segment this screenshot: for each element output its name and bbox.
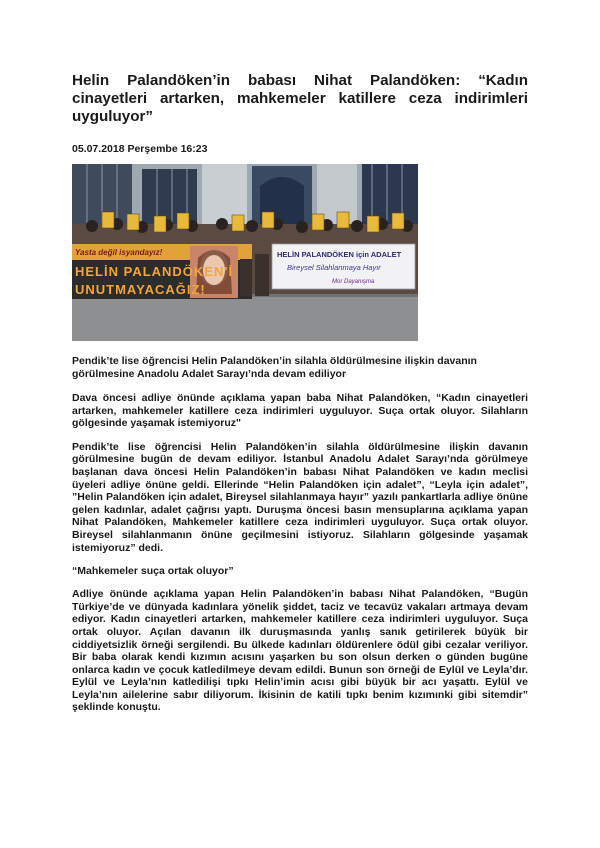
- right-banner-line1: HELİN PALANDÖKEN için ADALET: [277, 250, 402, 259]
- article-body-paragraph-2: Adliye önünde açıklama yapan Helin Palandöken’in babası Nihat Palandöken, “Bugün Türkiye’de ve dünyada kadınlara yönelik şiddet, taciz ve tecavüz vakaları artmaya devam ediyor. Kadın cinayetleri artarken, mahkemeler katillere ceza indirimleri uyguluyor. Suça ortak oluyor. Açılan davanın ilk duruşmasında yanlış sanık getirilerek büyük bir ciddiyetsizlik örneği sergilendi. Bu ülkede kadınları öldürenlere ödül gibi cezalar veriliyor. Bir baba olarak kendi kızımın acısını yaşarken bu son olsun derken o günden bugüne onlarca kadın ve çocuk katledilmeye devam edildi. Bunun son örneği de Eylül ve Leyla’dır. Eylül ve Leyla’nın katledilişi tıpkı Helin’imin acısı gibi büyük bir acı yaşattı. Eylül ve Leyla’nın ailelerine sabır diliyorum. İkisinin de katili tıpkı benim kızımınki gibi sitemdir” şeklinde konuştu.: [72, 588, 528, 714]
- left-banner: [72, 244, 252, 299]
- right-banner: [272, 244, 415, 289]
- left-banner-line1: Yasta değil isyandayız!: [75, 248, 163, 257]
- protest-photo: [72, 164, 418, 341]
- left-banner-line3: UNUTMAYACAĞIZ!: [75, 282, 206, 297]
- article-lead: Dava öncesi adliye önünde açıklama yapan baba Nihat Palandöken, “Kadın cinayetleri artarken, mahkemeler katillere ceza indirimleri uyguluyor. Suça ortak oluyor. Silahların gölgesinde yaşamak istemiyoruz": [72, 392, 528, 430]
- article: [72, 72, 528, 714]
- right-banner-line2: Bireysel Silahlanmaya Hayır: [287, 263, 381, 272]
- article-title: Helin Palandöken’in babası Nihat Palandöken: “Kadın cinayetleri artarken, mahkemeler katillere ceza indirimleri uyguluyor”: [72, 72, 528, 125]
- left-banner-line2: HELİN PALANDÖKEN'İ: [75, 264, 234, 279]
- photo-caption: Pendik’te lise öğrencisi Helin Palandöken’in silahla öldürülmesine ilişkin davanın görülmesine Anadolu Adalet Sarayı’nda devam ediliyor: [72, 355, 477, 380]
- article-dateline: 05.07.2018 Perşembe 16:23: [72, 143, 208, 155]
- article-subheading: “Mahkemeler suça ortak oluyor”: [72, 565, 234, 578]
- protest-photo-illustration: [72, 164, 418, 341]
- right-banner-line3: Mor Dayanışma: [332, 279, 375, 285]
- article-body-paragraph-1: Pendik’te lise öğrencisi Helin Palandöken’in silahla öldürülmesine ilişkin davanın görülmesine bugün de devam ediliyor. İstanbul Anadolu Adalet Sarayı’nda görülmeye başlanan dava öncesi Helin Palandöken’in babası Nihat Palandöken ve kadın meclisi üyeleri adliye önüne geldi. Ellerinde “Helin Palandöken için adalet”, “Leyla için adalet”, ”Helin Palandöken için adalet, Bireysel silahlanmaya hayır” yazılı pankartlarla adliye önüne gelen kadınlar, adalet çağrısı yaptı. Duruşma öncesi basın mensuplarına açıklama yapan Nihat Palandöken, Mahkemeler katillere ceza indirimleri uyguluyor. Suça ortak oluyor. Bireysel silahlanmanın önüne geçilmesini istiyoruz. Silahların gölgesinde yaşamak istemiyoruz” dedi.: [72, 440, 528, 554]
